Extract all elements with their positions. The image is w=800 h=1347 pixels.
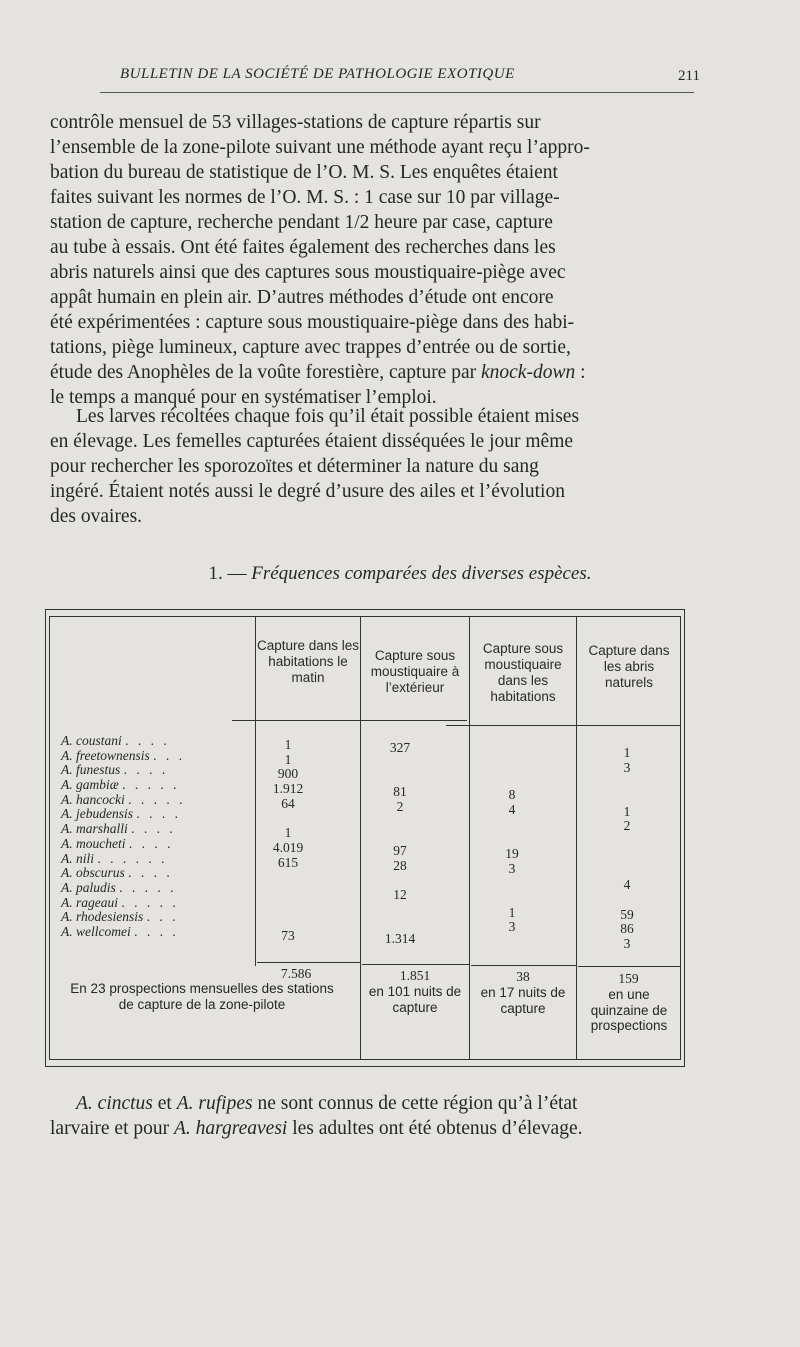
cell [370,770,430,785]
leader-dots: . . . . [123,762,169,778]
total-abris-naturels: 159 [618,971,639,986]
leader-dots: . . . . [128,865,173,881]
column-habitations [258,738,318,944]
text-line: été expérimentées : capture sous moustiquaire-piège dans des habi- [50,312,575,333]
species-ref: A. cinctus [76,1093,153,1114]
leader-dots: . . . . [136,806,181,822]
cell: 2 [396,798,404,814]
cell: 64 [281,795,295,811]
species-name: A. rageaui [61,894,118,910]
species-name: A. obscurus [61,865,125,881]
leader-dots: . . . . [128,835,174,851]
total-label-moustiquaire-exterieur: en 101 nuits de capture [368,984,462,1015]
table-rule [232,720,467,721]
cell: 4 [623,877,631,893]
cell: 3 [508,860,516,876]
leader-dots: . . . . [131,821,176,837]
column-abris-naturels [597,746,657,952]
total-moustiquaire-exterieur: 1.851 [399,968,431,983]
column-moustiquaire-exterieur [370,741,430,947]
species-name: A. coustani [61,733,122,748]
cell [597,775,657,790]
text-line: appât humain en plein air. D’autres méthodes d’étude ont encore [50,287,554,308]
leader-dots: . . . . . . [97,850,168,866]
species-name: A. wellcomei [61,923,131,939]
table-rule [257,962,360,963]
header-habitations: Capture dans les habitations le matin [256,638,360,685]
table-rule [45,609,684,610]
cell: 8 [508,787,516,803]
cell [370,814,430,829]
text-segment: larvaire et pour [50,1118,174,1139]
table-rule [45,1066,684,1067]
header-moustiquaire-exterieur: Capture sous moustiquaire à l’extérieur [370,648,460,695]
text-line: faites suivant les normes de l’O. M. S. : 1 case sur 10 par village- [50,187,560,208]
text-line: au tube à essais. Ont été faites également des recherches dans les [50,237,556,258]
text-line: contrôle mensuel de 53 villages-stations de capture répartis sur [50,112,541,133]
cell: 4.019 [272,839,304,855]
header-abris-naturels: Capture dans les abris naturels [588,643,670,690]
species-name: A. freetownensis [61,747,150,763]
cell [370,917,430,932]
cell: 28 [393,857,407,873]
cell: 3 [508,919,516,935]
leader-dots: . . . [153,747,185,763]
species-name: A. marshalli [61,821,128,837]
leader-dots: . . . . . [128,791,186,807]
species-row [61,837,185,852]
text-line: ingéré. Étaient notés aussi le degré d’usure des ailes et l’évolution [50,481,565,502]
cell [482,876,542,891]
cell: 19 [505,845,519,861]
leader-dots: . . . . [134,923,179,939]
cell: 327 [389,740,411,755]
table-rule [471,965,576,966]
species-row [61,910,185,925]
cell [258,885,318,900]
text-segment: ne sont connus de cette région qu’à l’état [252,1093,578,1114]
species-row [61,778,185,793]
cell: 1.912 [272,781,304,797]
species-name: A. jebudensis [61,806,133,822]
leader-dots: . . . . . [121,894,179,910]
species-name: A. nili [61,850,94,866]
total-moustiquaire-habitations: 38 [516,969,530,984]
text-line [50,1116,696,1141]
cell: 86 [620,921,634,937]
column-moustiquaire-habitations [482,744,542,950]
cell: 1 [623,745,631,760]
total-label-moustiquaire-habitations: en 17 nuits de capture [480,985,566,1016]
text-line: abris naturels ainsi que des captures sous moustiquaire-piège avec [50,262,566,283]
text-line [50,1091,696,1116]
cell [482,935,542,950]
cell: 1 [284,737,292,752]
table-rule [446,725,680,726]
text-segment: et [152,1093,177,1114]
journal-title: BULLETIN DE LA SOCIÉTÉ DE PATHOLOGIE EXOTIQUE [120,66,515,82]
species-row [61,822,185,837]
leader-dots: . . . . . [119,879,177,895]
table-rule [49,616,50,1060]
text-line: station de capture, recherche pendant 1/2 heure par case, capture [50,212,553,233]
text-line: pour rechercher les sporozoïtes et déterminer la nature du sang [50,456,539,477]
species-row [61,793,185,808]
cell [482,773,542,788]
species-name: A. paludis [61,879,116,895]
species-name: A. moucheti [61,835,126,851]
cell: 81 [393,784,407,800]
text-line: tations, piège lumineux, capture avec trappes d’entrée ou de sortie, [50,337,571,358]
header-moustiquaire-habitations: Capture sous moustiquaire dans les habitations [482,641,564,704]
cell [370,903,430,918]
cell [370,829,430,844]
total-label-habitations: En 23 prospections mensuelles des stations de capture de la zone-pilote [70,981,334,1012]
cell: 1 [623,803,631,819]
table-rule [362,964,469,965]
species-name: A. hancocki [61,791,125,807]
cell [597,834,657,849]
cell: 3 [623,759,631,775]
cell [258,811,318,826]
cell [597,790,657,805]
species-row [61,749,185,764]
page-number: 211 [678,68,700,84]
leader-dots: . . . . . [122,777,180,793]
cell [370,873,430,888]
species-row [61,763,185,778]
cell: 59 [620,906,634,922]
table-rule [578,966,680,967]
cell: 1.314 [384,930,416,946]
cell: 1 [284,825,292,841]
species-row [61,925,185,940]
text-line: en élevage. Les femelles capturées étaient disséquées le jour même [50,431,574,452]
species-name: A. gambiæ [61,777,119,793]
species-row [61,896,185,911]
cell: 4 [508,801,516,817]
table-rule [576,616,577,1060]
table-rule [684,609,685,1067]
total-habitations: 7.586 [280,966,312,981]
cell [258,914,318,929]
cell: 97 [393,842,407,858]
table-rule [49,1059,680,1060]
section-heading: Fréquences comparées des diverses espèces. [251,563,592,584]
species-name: A. rhodesiensis [61,909,144,925]
text-segment: les adultes ont été obtenus d’élevage. [287,1118,583,1139]
cell: 3 [623,935,631,951]
cell [482,759,542,774]
text-line: le temps a manqué pour en systématiser l’emploi. [50,387,437,408]
cell [482,744,542,759]
species-column [61,734,185,940]
cell [597,893,657,908]
table-rule [45,609,46,1067]
species-row [61,807,185,822]
species-row [61,866,185,881]
cell [370,756,430,771]
cell [482,817,542,832]
text-line: des ovaires. [50,506,143,527]
leader-dots: . . . . [125,733,170,748]
table-rule [49,616,680,617]
cell: 1 [284,751,292,767]
italic-term: knock-down [481,362,576,383]
cell: 1 [508,904,516,920]
text-line: Les larves récoltées chaque fois qu’il était possible étaient mises [76,406,580,427]
cell [258,900,318,915]
text-segment: : [575,362,586,383]
cell [482,891,542,906]
cell [258,870,318,885]
cell: 2 [623,818,631,834]
cell: 615 [277,854,299,870]
species-ref: A. rufipes [176,1093,253,1114]
cell: 12 [393,886,407,902]
species-row [61,734,185,749]
total-label-abris-naturels: en une quinzaine de prospections [590,987,668,1033]
paragraph-larval-species [50,1091,696,1141]
cell: 73 [281,927,295,943]
table-rule [680,616,681,1060]
cell [597,864,657,879]
text-line: l’ensemble de la zone-pilote suivant une méthode ayant reçu l’appro- [50,137,590,158]
species-row [61,881,185,896]
section-number: 1. — [208,563,252,584]
cell [597,849,657,864]
text-segment: étude des Anophèles de la voûte forestière, capture par [50,362,477,383]
species-ref: A. hargreavesi [173,1118,288,1139]
species-row [61,852,185,867]
cell [482,832,542,847]
cell: 900 [277,766,299,782]
species-name: A. funestus [61,762,121,778]
leader-dots: . . . [146,909,179,925]
text-line: bation du bureau de statistique de l’O. M. S. Les enquêtes étaient [50,162,558,183]
